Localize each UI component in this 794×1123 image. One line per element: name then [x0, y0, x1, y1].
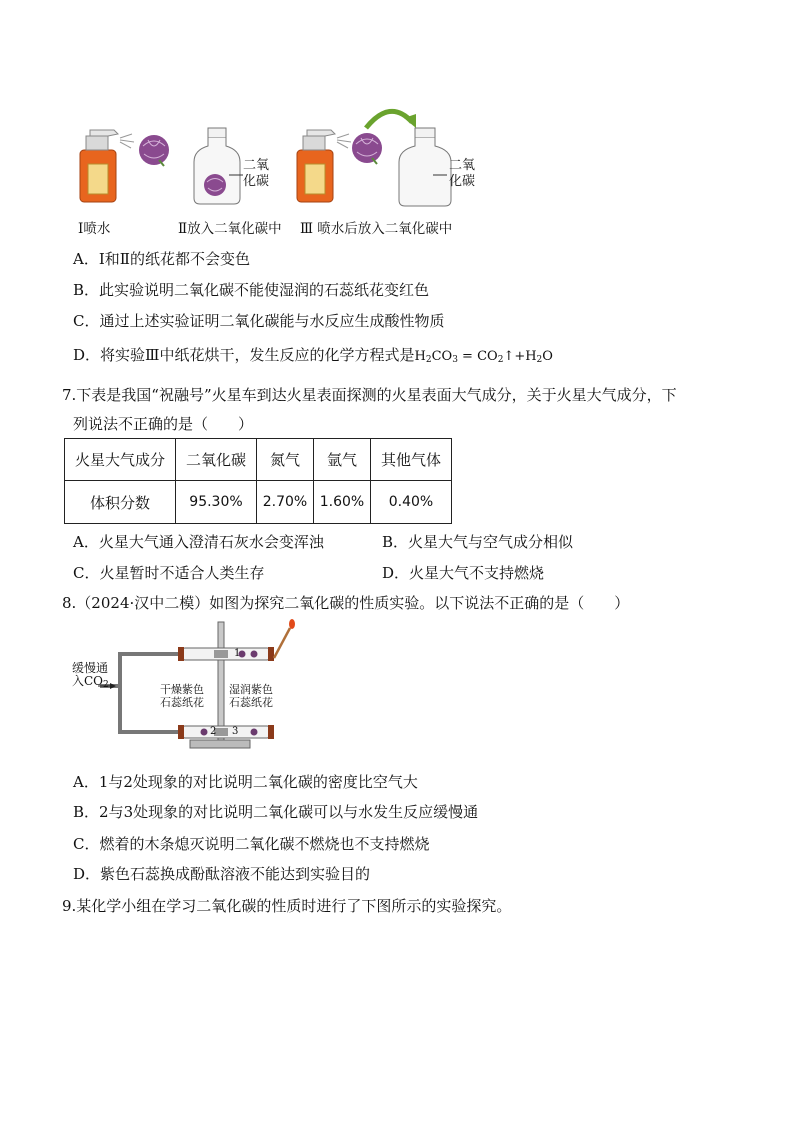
co2-inlet-label: 缓慢通 入$CO_2$: [72, 661, 109, 690]
table-cell: 1.60%: [314, 481, 371, 524]
table-cell: 氮气: [257, 439, 314, 481]
q8-option-d: D．紫色石蕊换成酚酞溶液不能达到实验目的: [73, 865, 371, 883]
q7-option-b: B．火星大气与空气成分相似: [382, 533, 574, 551]
q7-option-d: D．火星大气不支持燃烧: [382, 564, 545, 582]
dry-flower-label: 干燥紫色 石蕊纸花: [160, 683, 204, 709]
q8-option-c: C．燃着的木条熄灭说明二氧化碳不燃烧也不支持燃烧: [73, 835, 430, 853]
table-row: [65, 481, 452, 524]
caption-3: Ⅲ 喷水后放入二氧化碳中: [300, 221, 453, 237]
label-pointer: [433, 174, 449, 178]
q6-option-a: A．Ⅰ和Ⅱ的纸花都不会变色: [73, 250, 250, 268]
gas-jar-icon: [397, 128, 453, 210]
position-2: 2: [210, 726, 217, 737]
table-cell: 其他气体: [371, 439, 452, 481]
q8-option-b: B．2与3处现象的对比说明二氧化碳可以与水发生反应缓慢通: [73, 803, 479, 821]
q8-option-a: A．1与2处现象的对比说明二氧化碳的密度比空气大: [73, 773, 418, 791]
spray-bottle-icon: [293, 124, 353, 204]
caption-2: Ⅱ放入二氧化碳中: [178, 221, 282, 237]
q9-stem: 9.某化学小组在学习二氧化碳的性质时进行了下图所示的实验探究。: [62, 897, 512, 915]
spray-bottle-icon: [76, 124, 136, 204]
q8-stem: 8.（2024·汉中二模）如图为探究二氧化碳的性质实验。以下说法不正确的是（ ）: [62, 594, 630, 612]
table-header-row: [65, 439, 452, 481]
q6-option-d: D．将实验Ⅲ中纸花烘干，发生反应的化学方程式是$H_2CO_3$ = $CO_2↑+H_2O$: [73, 346, 553, 365]
q7-option-c: C．火星暂时不适合人类生存: [73, 564, 265, 582]
table-cell: 95.30%: [176, 481, 257, 524]
table-cell: 火星大气成分: [65, 439, 176, 481]
q7-stem-line2: 列说法不正确的是（ ）: [73, 415, 254, 433]
table-cell: 二氧化碳: [176, 439, 257, 481]
paper-flower-icon: [347, 128, 387, 168]
co2-label: 二氧 化碳: [449, 158, 476, 189]
table-cell: 氩气: [314, 439, 371, 481]
co2-label: 二氧 化碳: [243, 158, 270, 189]
paper-flower-icon: [200, 170, 230, 200]
wet-flower-label: 湿润紫色 石蕊纸花: [229, 683, 273, 709]
table-cell: 2.70%: [257, 481, 314, 524]
position-3: 3: [232, 726, 239, 737]
table-cell: 体积分数: [65, 481, 176, 524]
mars-atmosphere-table: [64, 438, 452, 524]
q6-option-c: C．通过上述实验证明二氧化碳能与水反应生成酸性物质: [73, 312, 445, 330]
caption-1: Ⅰ喷水: [78, 221, 111, 237]
paper-flower-icon: [134, 130, 174, 170]
q6-option-b: B．此实验说明二氧化碳不能使湿润的石蕊纸花变红色: [73, 281, 430, 299]
q7-stem-line1: 7.下表是我国“祝融号”火星车到达火星表面探测的火星表面大气成分，关于火星大气成分，下: [62, 386, 677, 404]
table-cell: 0.40%: [371, 481, 452, 524]
chemical-equation: $H_2CO_3$ = $CO_2↑+H_2O$: [414, 349, 553, 365]
position-1: 1: [234, 648, 241, 659]
q7-option-a: A．火星大气通入澄清石灰水会变浑浊: [73, 533, 324, 551]
